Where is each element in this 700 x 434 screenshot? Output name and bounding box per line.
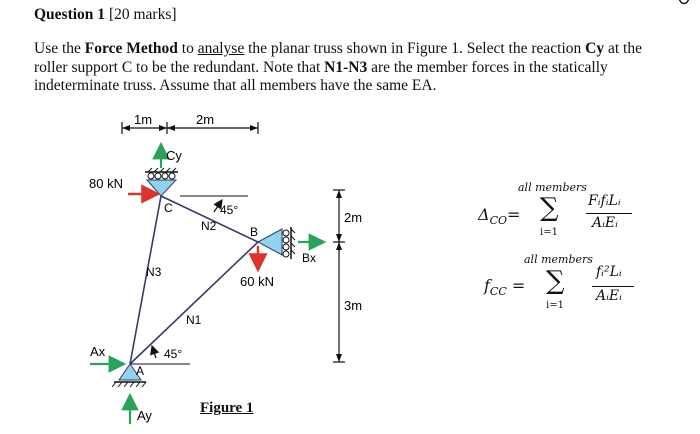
eq2-lower-limit: i=1 <box>546 300 564 311</box>
angle-top-label: 45° <box>220 203 239 217</box>
redundant-name: Cy <box>585 40 605 57</box>
eq1-lower-limit: i=1 <box>540 227 558 238</box>
dim-top-right-label: 2m <box>196 112 215 127</box>
eq1-numerator: FᵢfᵢLᵢ <box>588 193 621 209</box>
eq1-denominator: AᵢEᵢ <box>592 215 618 231</box>
question-marks: [20 marks] <box>108 6 177 23</box>
reaction-bx-label: Bx <box>302 251 317 265</box>
text-segment: at the roller support C to be the redundant. Note that <box>34 40 642 76</box>
text-segment: to <box>177 40 198 57</box>
eq2-denominator: AᵢEᵢ <box>596 288 622 304</box>
eq2-fraction-bar <box>592 286 634 287</box>
roller-support-c <box>145 168 178 196</box>
dim-right-lower-label: 3m <box>344 298 363 313</box>
eq2-sum-sign: ∑ <box>546 266 565 296</box>
figure-caption: Figure 1 <box>200 400 254 416</box>
eq1-delta: Δ <box>478 205 490 224</box>
question-label: Question 1 <box>34 6 106 23</box>
eq2-numerator: fᵢ²Lᵢ <box>596 264 622 280</box>
pin-support-b <box>258 227 295 259</box>
angle-bottom-label: 45° <box>164 347 183 361</box>
load-60kn-label: 60 kN <box>240 274 274 289</box>
node-b-label: B <box>250 225 259 239</box>
load-80kn-label: 80 kN <box>89 176 123 191</box>
reaction-ax-label: Ax <box>90 344 106 359</box>
eq2-upper-limit: all members <box>524 253 593 266</box>
eq1-upper-limit: all members <box>518 181 587 194</box>
angle-bottom-arrow <box>152 346 156 358</box>
text-segment: the planar truss shown in Figure 1. Select the reaction <box>244 40 586 57</box>
node-a-label: A <box>136 364 145 378</box>
eq1-fraction-bar <box>586 213 632 214</box>
member-n2-label: N2 <box>201 219 217 233</box>
eq1-subscript: CO <box>489 214 507 228</box>
eq2-subscript: CC <box>489 285 507 299</box>
underlined-word: analyse <box>197 40 245 57</box>
member-range: N1-N3 <box>324 58 368 76</box>
reaction-ay-label: Ay <box>137 408 152 423</box>
member-n3-label: N3 <box>146 265 162 279</box>
eq1-sum-sign: ∑ <box>540 193 559 223</box>
reaction-cy-label: Cy <box>166 148 182 163</box>
text-segment: Use the <box>34 40 85 57</box>
text-segment: are the member forces in the statically indeterminate truss. Assume that all members have the same EA. <box>34 58 608 94</box>
dim-right-upper-label: 2m <box>344 210 363 225</box>
eq2-f: f <box>484 276 490 295</box>
method-name: Force Method <box>84 40 178 57</box>
eq2-lhs: $f_{CC}$ = <box>484 276 526 299</box>
eq1-lhs: $\Delta_{CO}=$ <box>478 205 521 228</box>
member-n1-label: N1 <box>186 313 202 327</box>
node-c-label: C <box>164 201 173 215</box>
dim-top-left-label: 1m <box>134 112 153 127</box>
